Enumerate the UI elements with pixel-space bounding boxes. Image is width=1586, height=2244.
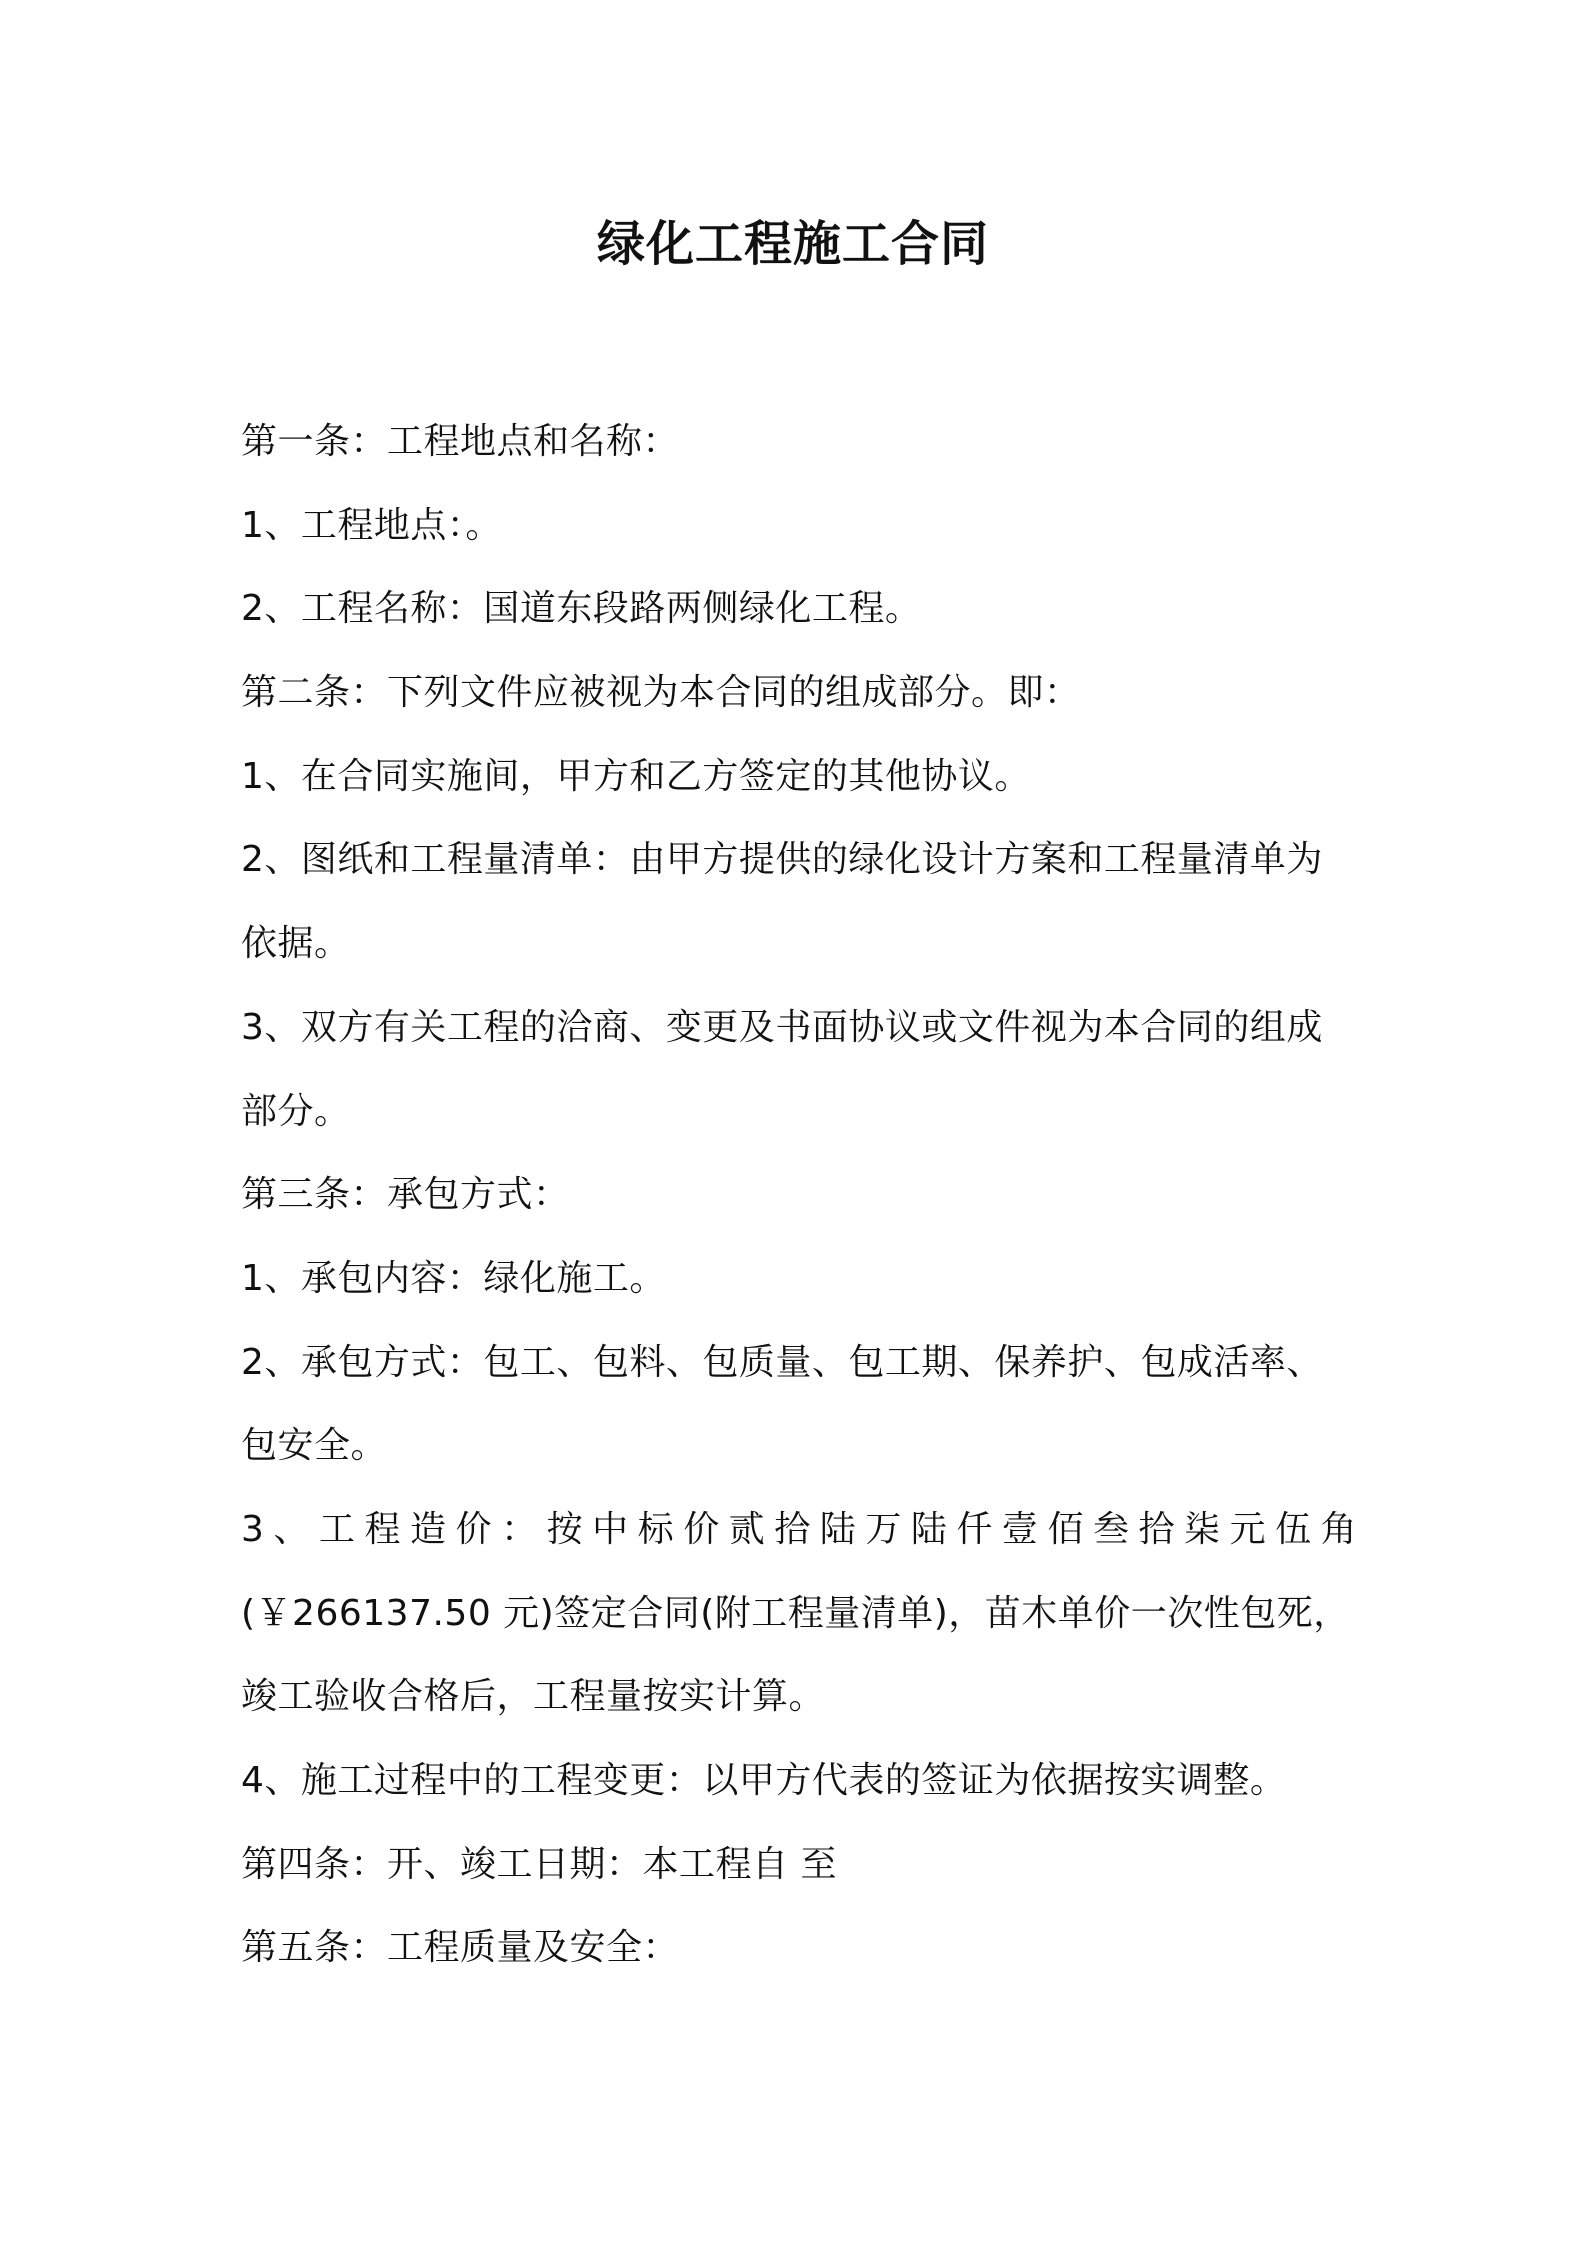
article-3-item-1: 1、承包内容：绿化施工。 — [241, 1257, 666, 1299]
spread-char: 按 — [546, 1508, 583, 1550]
article-2-item-3: 3、双方有关工程的洽商、变更及书面协议或文件视为本合同的组成 — [241, 1006, 1323, 1048]
article-3-item-2-cont: 包安全。 — [241, 1425, 388, 1467]
document-body — [241, 400, 1357, 1990]
article-3-heading: 第三条：承包方式： — [241, 1174, 570, 1216]
spread-char: 造 — [410, 1508, 447, 1550]
spread-char: 价 — [683, 1508, 720, 1550]
article-1-heading: 第一条：工程地点和名称： — [241, 421, 680, 462]
article-5-heading: 第五条：工程质量及安全： — [241, 1927, 680, 1969]
spread-char: 拾 — [1138, 1508, 1175, 1550]
spread-char: 仟 — [956, 1508, 993, 1550]
spread-char: 柒 — [1184, 1508, 1221, 1550]
spread-char: 叁 — [1092, 1508, 1129, 1550]
article-1-item-2: 2、工程名称：国道东段路两侧绿化工程。 — [241, 588, 922, 630]
spread-char: 工 — [318, 1508, 355, 1550]
spread-char: 贰 — [728, 1508, 765, 1550]
spread-char: 3 — [241, 1508, 264, 1550]
spread-char: 、 — [273, 1508, 310, 1550]
article-2-item-3-cont: 部分。 — [241, 1090, 351, 1132]
spread-char: 元 — [1229, 1508, 1266, 1550]
spread-char: 万 — [865, 1508, 902, 1550]
article-2-heading: 第二条：下列文件应被视为本合同的组成部分。即： — [241, 672, 1081, 714]
spread-char: 角 — [1320, 1508, 1357, 1550]
spread-char: 价 — [455, 1508, 492, 1550]
spread-char: ： — [501, 1508, 538, 1550]
spread-char: 标 — [637, 1508, 674, 1550]
spread-char: 拾 — [774, 1508, 811, 1550]
spread-char: 伍 — [1275, 1508, 1312, 1550]
article-2-item-2: 2、图纸和工程量清单：由甲方提供的绿化设计方案和工程量清单为 — [241, 839, 1323, 881]
spread-char: 陆 — [910, 1508, 947, 1550]
article-3-item-2: 2、承包方式：包工、包料、包质量、包工期、保养护、包成活率、 — [241, 1341, 1323, 1383]
article-3-item-4: 4、施工过程中的工程变更：以甲方代表的签证为依据按实调整。 — [241, 1760, 1287, 1801]
article-2-item-1: 1、在合同实施间，甲方和乙方签定的其他协议。 — [241, 755, 1031, 797]
article-4-heading: 第四条：开、竣工日期：本工程自 至 — [241, 1843, 837, 1885]
spread-char: 佰 — [1047, 1508, 1084, 1550]
spread-char: 壹 — [1001, 1508, 1038, 1550]
article-2-item-2-cont: 依据。 — [241, 923, 351, 965]
document-title: 绿化工程施工合同 — [596, 216, 989, 272]
article-3-item-3 — [241, 1488, 1357, 1572]
article-3-item-3-cont-1: (￥266137.50 元)签定合同(附工程量清单)，苗木单价一次性包死， — [241, 1592, 1350, 1634]
article-3-item-3-cont-2: 竣工验收合格后，工程量按实计算。 — [241, 1676, 826, 1718]
spread-char: 中 — [592, 1508, 629, 1550]
article-1-item-1: 1、工程地点：。 — [241, 504, 502, 546]
spread-char: 陆 — [819, 1508, 856, 1550]
spread-char: 程 — [364, 1508, 401, 1550]
